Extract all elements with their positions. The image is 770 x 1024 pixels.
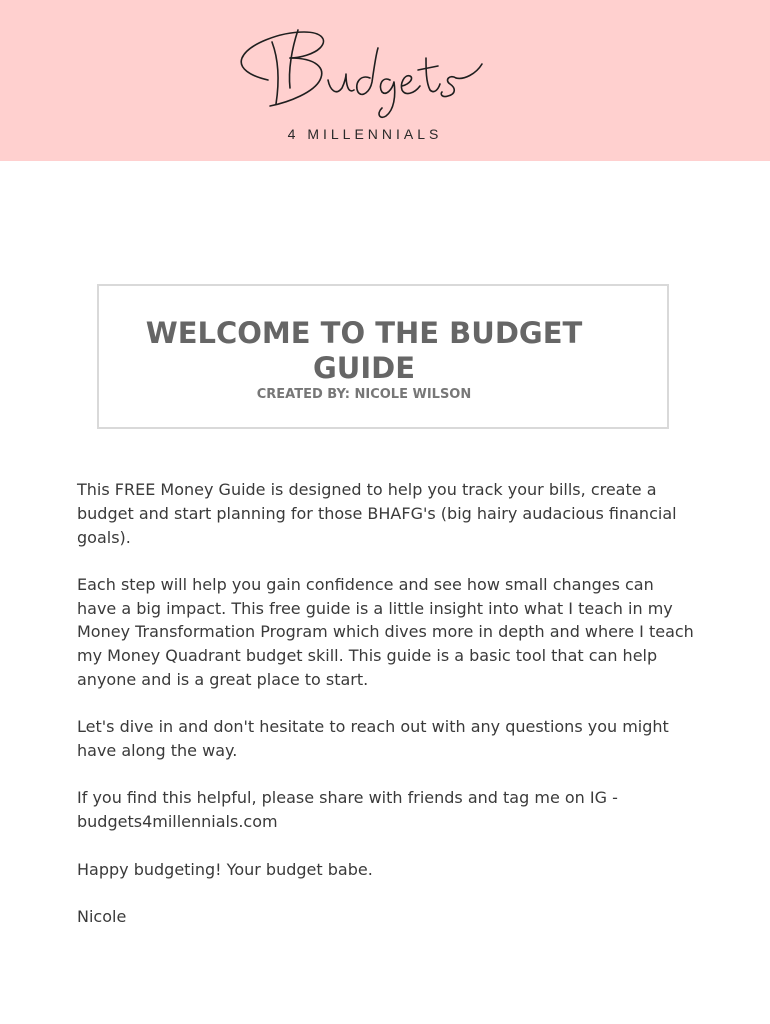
author-line: CREATED BY: NICOLE WILSON xyxy=(256,387,472,402)
brand-script-logo xyxy=(230,18,500,128)
brand-subtitle: 4 MILLENNIALS xyxy=(287,126,443,142)
title-box xyxy=(97,284,669,429)
page-title: WELCOME TO THE BUDGET GUIDE xyxy=(145,316,583,385)
brand-logo xyxy=(230,18,500,148)
intro-paragraph: Each step will help you gain confidence and see how small changes can have a big impact. This free guide is a little insight into what I teach in my Money Transformation Program which dives more in depth and where I teach my Money Quadrant budget skill. This guide is a basic tool that can help anyone and is a great place to start. xyxy=(77,574,694,690)
intro-text xyxy=(77,478,697,952)
intro-paragraph: This FREE Money Guide is designed to help you track your bills, create a budget and start planning for those BHAFG's (big hairy audacious financial goals). xyxy=(77,480,677,547)
header-banner xyxy=(0,0,770,161)
intro-paragraph: Let's dive in and don't hesitate to reach out with any questions you might have along the way. xyxy=(77,717,669,761)
intro-paragraph: If you find this helpful, please share with friends and tag me on IG - budgets4millennials.com xyxy=(77,788,618,832)
signature-name: Nicole xyxy=(77,906,127,926)
intro-paragraph: Happy budgeting! Your budget babe. xyxy=(77,859,373,879)
